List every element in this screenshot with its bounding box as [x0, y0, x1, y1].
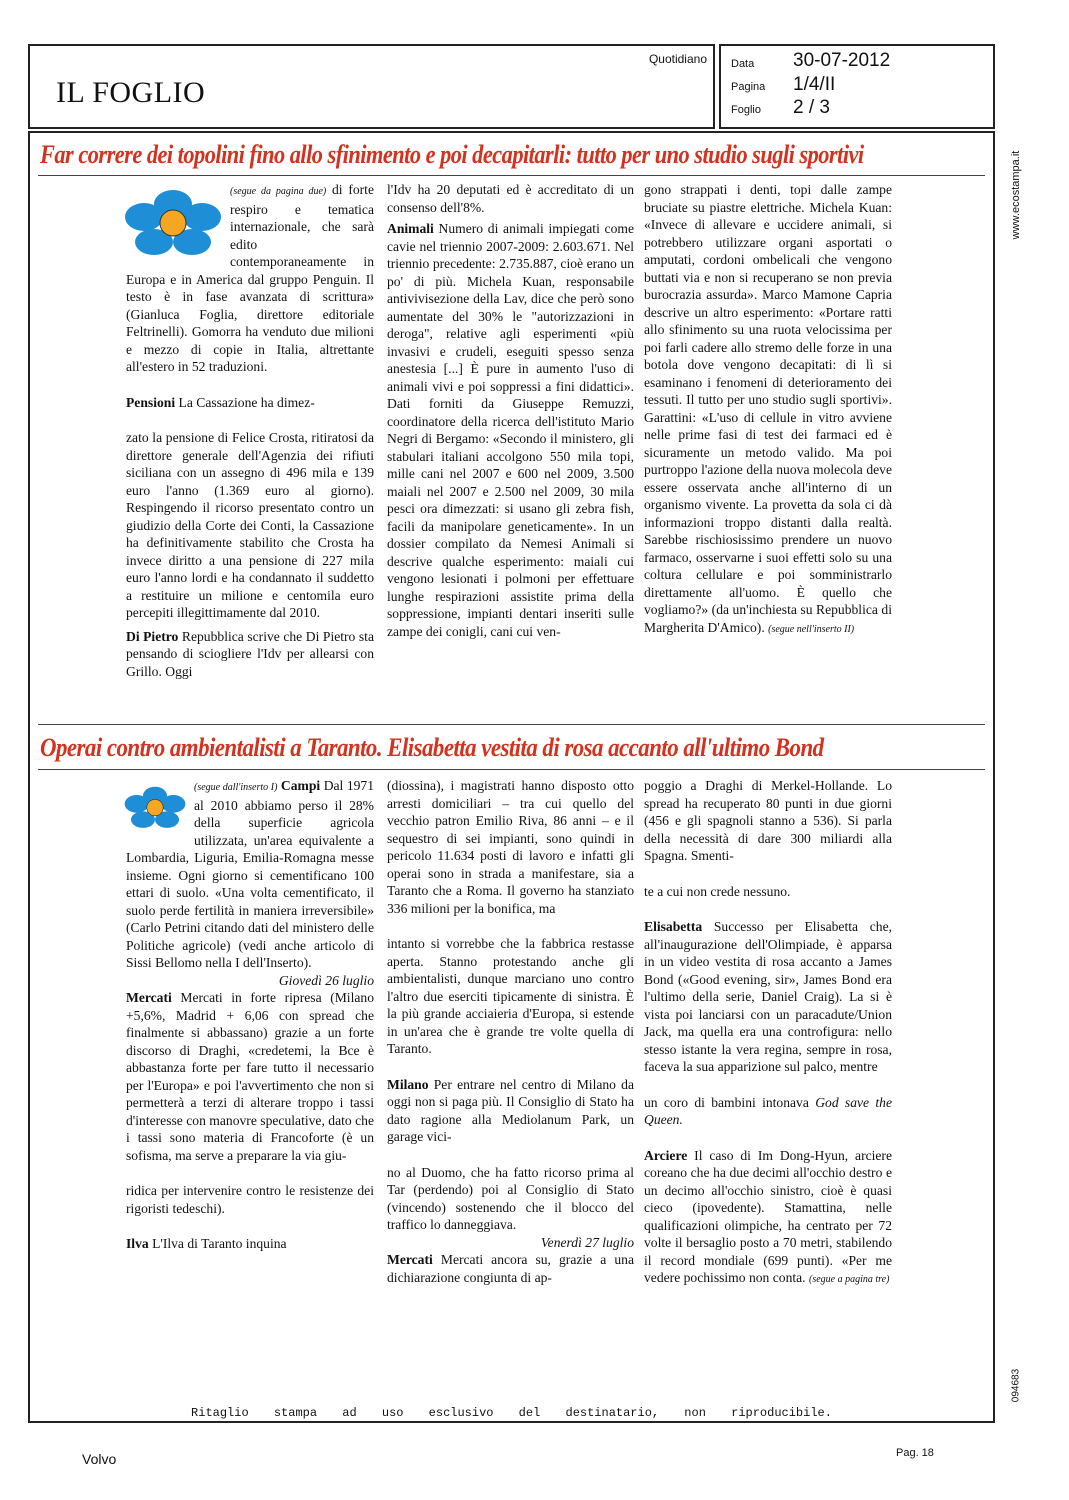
continued-from-ref: (segue da pagina due): [230, 186, 327, 197]
section-keyword: Pensioni: [126, 394, 176, 410]
meta-value: 30-07-2012: [793, 50, 891, 71]
flower-logo-icon: [124, 187, 222, 257]
article2-col2-text-2b: no al Duomo, che ha fatto ricorso prima al Tar (perdendo) poi al Consiglio di Stato (vincendo) sostenendo che il blocco del traffico lo danneggiava.: [387, 1164, 634, 1232]
section-keyword: Mercati: [126, 990, 172, 1005]
article2-col3-text-2: Successo per Elisabetta che, all'inaugurazione dell'Olimpiade, è apparsa in un video vestita di rosa accanto a James Bond («Good evening, sir», James Bond era l'ultimo della serie, Daniel Craig). La si è vista poi lanciarsi con un paracadute/Union Jack, ma quella era una controfigura: nello stesso istante la vera regina, sempre in rosa, faceva la sua apparizione sul palco, mentre: [644, 919, 892, 1074]
date-subhead: Venerdì 27 luglio: [540, 1234, 634, 1250]
continued-in-ref: (segue nell'inserto II): [768, 623, 855, 635]
client-name: Volvo: [82, 1451, 117, 1467]
article1-col1-text-2b: zato la pensione di Felice Crosta, ritiratosi da direttore generale dell'Agenzia dei rifiuti siciliana con un assegno di 496 mila e 139 euro l'anno (1.369 euro al giorno). Respingendo il ricorso presentato contro un giudizio della Corte dei Conti, la Cassazione ha definitivamente stabilito che Crosta ha invece diritto a una pensione di 227 mila euro l'anno lordi e ha condannato il suddetto a restituire un milione e centomila euro percepiti illegittimamente dal 2010.: [126, 430, 374, 620]
headline-article-2: Operai contro ambientalisti a Taranto. Elisabetta vestita di rosa accanto all'ultimo Bond: [40, 733, 824, 762]
section-keyword: Mercati: [387, 1252, 433, 1267]
side-code-text: 094683: [1010, 1368, 1022, 1403]
meta-label: Foglio: [731, 104, 761, 116]
section-keyword: Campi: [280, 778, 321, 793]
song-title: God save the Queen.: [644, 1094, 892, 1127]
article2-col3-text-1: poggio a Draghi di Merkel-Hollande. Lo spread ha recuperato 80 punti in due giorni (456 e gli spagnoli stanno a 536). Si parla della necessità di dare 300 miliardi alla Spagna. Smenti-: [644, 778, 892, 863]
article1-column-2: [387, 181, 634, 640]
article1-column-1: [126, 181, 374, 680]
article2-col1-text-1: Dal 1971 al 2010 abbiamo perso il 28% della superficie agricola utilizzata, un'area equivalente a Lombardia, Liguria, Emilia-Romagna messe insieme. Ogni giorno si cementificano 100 ettari di suolo. «Una volta cementificato, il suolo perde fertilità in maniera irreversibile» (Carlo Petrini citando dati del ministero delle Politiche agricole) (vedi anche articolo di Sissi Bellomo nella I dell'Inserto).: [126, 778, 375, 970]
masthead-title: IL FOGLIO: [56, 76, 206, 109]
headline-rule: [38, 175, 985, 176]
side-url: [1006, 144, 1026, 254]
article2-column-3: [644, 777, 892, 1289]
article2-column-2: [387, 777, 634, 1286]
article1-column-3: [644, 181, 892, 638]
article2-column-1: [126, 777, 374, 1253]
article2-col2-text-3: Mercati ancora su, grazie a una dichiarazione congiunta di ap-: [387, 1252, 634, 1285]
flower-logo-icon: [124, 783, 186, 831]
article2-col1-text-2: Mercati in forte ripresa (Milano +5,6%, Madrid + 6,06 con spread che finalmente si abbassano) grazie a un forte discorso di Draghi, «credetemi, la Bce è abbastanza forte per fare tutto il necessario per l'Europa» e poi l'avvertimento che non si permetterà a terzi di alterare troppo i tassi d'interesse con manovre speculative, dato che i tassi sono materia di Francoforte (è un sofisma, ma serve a preparare la via giu-: [126, 990, 374, 1163]
article1-col2-text-1: l'Idv ha 20 deputati ed è accreditato di un consenso dell'8%.: [387, 182, 634, 215]
meta-label: Data: [731, 58, 755, 70]
side-code: [1006, 1362, 1026, 1410]
section-divider: [38, 724, 985, 725]
meta-value: 1/4/II: [793, 74, 836, 95]
side-url-text: www.ecostampa.it: [1010, 150, 1022, 240]
section-keyword: Animali: [387, 221, 434, 236]
headline-article-1: Far correre dei topolini fino allo sfinimento e poi decapitarli: tutto per uno studio sugli sportivi: [40, 140, 864, 169]
article1-col3-text-1: gono strappati i denti, topi dalle zampe bruciate su piastre elettriche. Michela Kuan: «Invece di allevare e uccidere animali, si potrebbero utilizzare organi asportati o amputati, cordoni ombelicali che vengono buttati via e non si recuperano se non previa burocrazia assurda». Marco Mamone Capria descrive un altro esperimento: «Portare ratti allo sfinimento su una ruota velocissima per poi farli cadere allo stremo delle forze in una botola dove vengono decapitati: di lì si esaminano i fenomeni di deterioramento dei tessuti. Il tutto per uno studio sugli sportivi». Garattini: «L'uso di cellule in vitro avviene nelle prime fasi di test dei farmaci ed è sicuramente un metodo valido. Ma poi purtroppo l'azione della nuova molecola deve essere osservata anche all'interno di un organismo vivente. La provetta da sola ci dà informazioni troppo distanti dalla realtà. Sarebbe rischiosissimo prendere un nuovo farmaco, osservarne i suoi effetti solo su una coltura cellulare e poi somministrarlo direttamente all'uomo. È quello che vogliamo?» (da un'inchiesta su Repubblica di Margherita D'Amico).: [644, 182, 892, 635]
section-keyword: Arciere: [644, 1147, 688, 1163]
article2-col1-text-3: L'Ilva di Taranto inquina: [152, 1236, 287, 1251]
article1-col2-text-2: Numero di animali impiegati come cavie nel triennio 2007-2009: 2.603.671. Nel triennio precedente: 2.735.887, cioè erano un po' di più. Michela Kuan, responsabile antivivisezione della Lav, dice che però sono aumentate del 30% le "autorizzazioni in deroga", relative agli esperimenti «più invasivi e crudeli, eseguiti spesso senza anestesia [...] È pure in aumento l'uso di animali vivi e poi soppressi a fini didattici». Dati forniti da Giuseppe Remuzzi, coordinatore della ricerca dell'istituto Mario Negri di Bergamo: «Secondo il ministero, gli stabulari italiani accolgono 550 mila topi, mille cani nel 2007 e 600 nel 2009, 3.500 maiali nel 2007 e 2.500 nel 2009, 30 mila pesci ora dimezzati: si usano gli zebra fish, facili da manipolare geneticamente». In un dossier compilato da Nemesi Animali si descrive qualche esperimento: maiali cui vengono lesionati i polmoni per effettuare lunghe respirazioni assistite prima della soppressione, impianti dentari inseriti sulle zampe dei conigli, cani cui ven-: [387, 221, 634, 639]
meta-value: 2 / 3: [793, 97, 830, 118]
date-subhead: Giovedì 26 luglio: [278, 972, 374, 988]
continued-in-ref: (segue a pagina tre): [808, 1274, 890, 1285]
section-keyword: Milano: [387, 1076, 429, 1092]
article2-col3-text-1b: te a cui non crede nessuno.: [644, 883, 791, 899]
meta-label: Pagina: [731, 81, 766, 93]
article2-col3-text-2b: un coro di bambini intonava: [644, 1094, 809, 1110]
article2-col3-text-3: Il caso di Im Dong-Hyun, arciere coreano che ha due decimi all'occhio destro e un decimo all'occhio sinistro, cioè è quasi cieco (ipovedente). Stamattina, nelle qualificazioni olimpiche, ha centrato per 72 volte il bersaglio posto a 70 metri, stabilendo il record mondiale (699 punti). «Per me vedere pochissimo non conta.: [644, 1147, 892, 1285]
article2-col2-text-1: (diossina), i magistrati hanno disposto otto arresti domiciliari – tra cui quello del vecchio patron Emilio Riva, 86 anni – e il sequestro di sei impianti, sono quindi in pericolo 11.634 posti di lavoro e infatti gli operai sono in strada a manifestare, sia a Taranto che a Roma. Il governo ha stanziato 336 milioni per la bonifica, ma: [387, 778, 634, 916]
article1-col1-text-2a: La Cassazione ha dimez-: [178, 394, 315, 410]
article2-col2-text-1b: intanto si vorrebbe che la fabbrica restasse aperta. Stanno protestando anche gli ambientalisti, dunque marciano uno contro l'altro due eserciti tipicamente di sinistra. È la più grande acciaieria d'Europa, si estende in un'area che è grande tre volte quella di Taranto.: [387, 936, 634, 1056]
meta-box: [719, 44, 995, 129]
masthead-box: [28, 44, 715, 129]
page-number: Pag. 18: [896, 1447, 934, 1459]
article1-col1-text-1: di forte respiro e tematica internazionale, che sarà edito contemporaneamente in Europa e in America dal gruppo Penguin. Il testo è in fase avanzata di scrittura» (Gianluca Foglia, direttore editoriale Feltrinelli). Gomorra ha venduto due milioni e mezzo di copie in Italia, altrettante all'estero in 52 traduzioni.: [126, 182, 374, 374]
reproduction-notice: Ritaglio stampa ad uso esclusivo del destinatario, non riproducibile.: [191, 1406, 832, 1420]
article1-col1-text-3: Repubblica scrive che Di Pietro sta pensando di sciogliere l'Idv per allearsi con Grillo. Oggi: [126, 628, 374, 679]
section-keyword: Di Pietro: [126, 628, 179, 644]
periodicity-label: Quotidiano: [648, 52, 707, 66]
article1-col1-para-1: [126, 181, 374, 376]
continued-from-ref: (segue dall'inserto I): [194, 782, 278, 793]
headline-rule: [38, 769, 985, 770]
section-keyword: Ilva: [126, 1236, 149, 1251]
section-keyword: Elisabetta: [644, 919, 703, 934]
article2-col1-text-2b: ridica per intervenire contro le resistenze dei rigoristi tedeschi).: [126, 1183, 374, 1216]
article2-col2-text-2: Per entrare nel centro di Milano da oggi non si paga più. Il Consiglio di Stato ha dato ragione alla Mediolanum Park, un garage vici-: [387, 1076, 635, 1144]
